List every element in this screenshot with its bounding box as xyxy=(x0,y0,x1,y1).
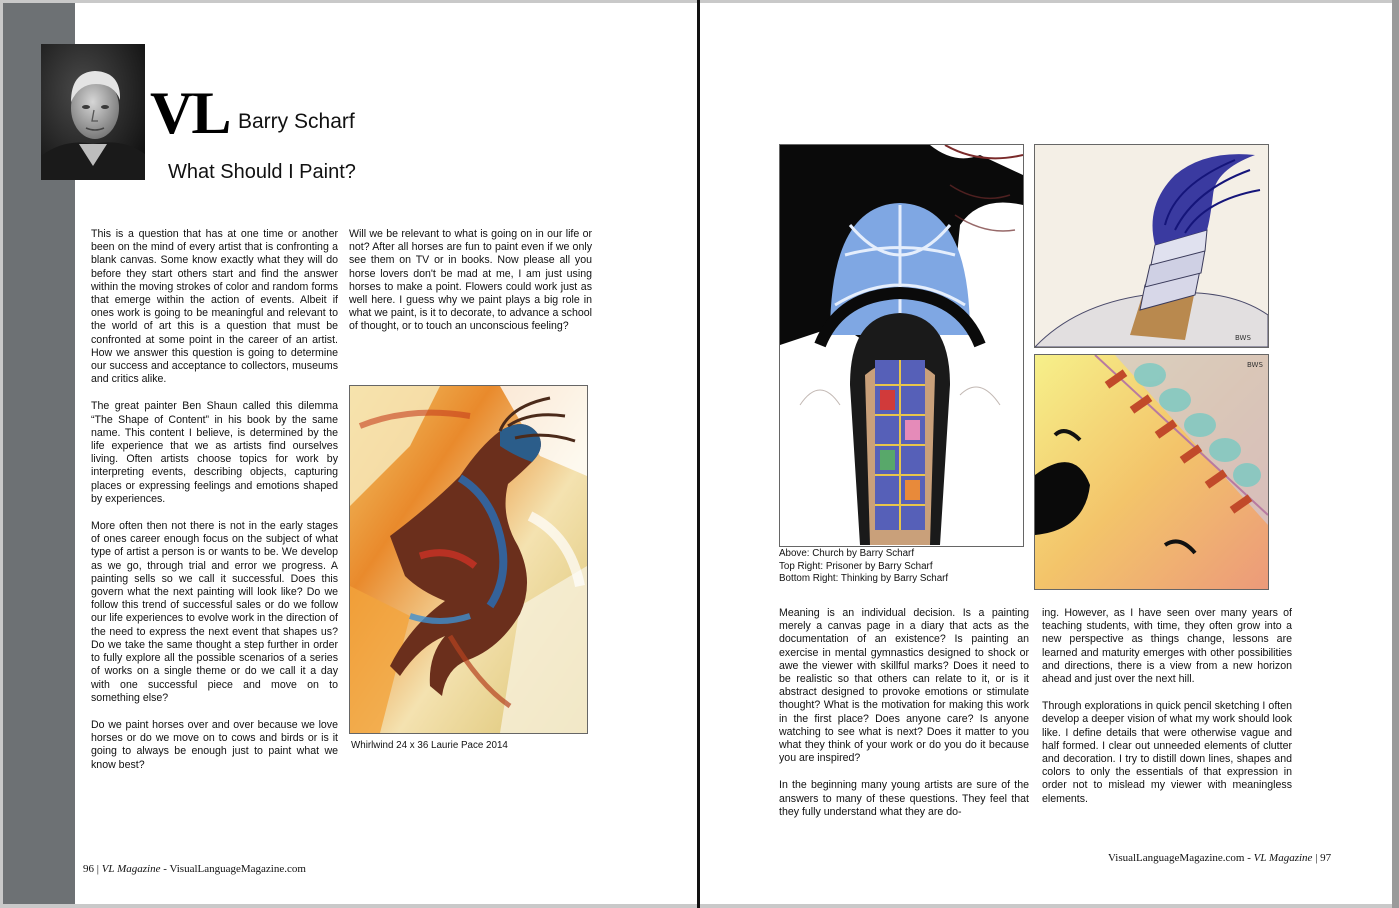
paragraph: This is a question that has at one time or another been on the mind of every artist that is confronting a blank canvas. Some know exactly what they will do before they start others start and find the answer within the moving strokes of color and random forms that emerge within the action of events. Albeit if ones work is going to be meaningful and relevant to the world of art this is a question that must be confronted at some point in the career of an artist. How we answer this question is going to determine our success and acceptance to collectors, museums and critics alike. xyxy=(91,228,338,386)
article-title: What Should I Paint? xyxy=(168,161,356,183)
thinking-artwork xyxy=(1034,354,1269,590)
paragraph: In the beginning many young artists are sure of the answers to many of these questions. They feel that they fully understand what they are do- xyxy=(779,779,1029,818)
magazine-name: VL Magazine xyxy=(1253,852,1313,864)
paragraph: Meaning is an individual decision. Is a painting merely a canvas page in a diary that acts as the documentation of an existence? Is painting an exercise in mental gymnastics designed to shock or awe the viewer with skillful marks? Does it need to be realistic so that others can relate to it, or is it abstract designed to provoke emotions or stimulate thought? What is the motivation for making this work in the first place? Does anyone care? Is anyone watching to see what is next? Does it matter to you what they think of your work or do you do it because you are inspired? xyxy=(779,607,1029,765)
paragraph: Will we be relevant to what is going on in our life or not? After all horses are fun to paint even if we only see them on TV or in books. Now please all you horse lovers don't be mad at me, I am just using horses to make a point. Flowers could work just as well here. I guess why we paint plays a big role in what we paint, is it to decorate, to advance a school of thought, or to touch an unconscious feeling? xyxy=(349,228,592,333)
whirlwind-painting xyxy=(349,385,588,734)
magazine-site: - VisualLanguageMagazine.com xyxy=(160,863,306,875)
folio-right xyxy=(1108,852,1331,864)
magazine-site: VisualLanguageMagazine.com - xyxy=(1108,852,1254,864)
vl-logo: VL xyxy=(150,80,230,146)
right-column-1 xyxy=(779,607,1029,833)
paragraph: The great painter Ben Shaun called this dilemma “The Shape of Content” in his book by the same name. This content I believe, is determined by the life experience that we as artists find ourselves living. Often artists choose topics for work by interpreting events, describing objects, capturing places or expressing feelings and emotions shaped by experiences. xyxy=(91,400,338,505)
left-page xyxy=(3,3,697,904)
page-edge-shadow xyxy=(1392,0,1399,908)
thinking-signature: BWS xyxy=(1247,361,1263,369)
left-column-2 xyxy=(349,228,592,348)
paragraph: ing. However, as I have seen over many years of teaching students, with time, they often grow into a new perspective as things change, lessons are learned and maturity emerges with other possibilities and directions, there is a view from a new horizon ahead and just over the next hill. xyxy=(1042,607,1292,686)
right-page xyxy=(700,3,1392,904)
artwork-captions xyxy=(779,548,948,586)
painting-caption: Whirlwind 24 x 36 Laurie Pace 2014 xyxy=(351,740,508,751)
prisoner-signature: BWS xyxy=(1235,334,1251,342)
folio-left xyxy=(83,863,306,875)
right-column-2 xyxy=(1042,607,1292,820)
prisoner-artwork xyxy=(1034,144,1269,348)
page-number: 96 | xyxy=(83,863,99,875)
caption-prisoner: Top Right: Prisoner by Barry Scharf xyxy=(779,560,933,572)
page-number: | 97 xyxy=(1312,852,1332,864)
paragraph: Through explorations in quick pencil sketching I often develop a deeper vision of what my work should look like. I define details that were otherwise vague and half formed. I clear out unneeded elements of clutter and decoration. I try to distill down lines, shapes and colors to only the essentials of that expression in order not to mislead my viewer with meaningless elements. xyxy=(1042,700,1292,805)
church-artwork xyxy=(779,144,1024,547)
magazine-name: VL Magazine xyxy=(101,863,161,875)
paragraph: More often then not there is not in the early stages of ones career enough focus on the subject of what type of artist a person is or wants to be. We develop as we go, through trial and error we progress. A painting sells so we call it successful. Does this govern what the next painting will look like? Do we follow this trend of successful sales or do we follow our life experiences to evolve work in the direction of the need to express the next event that shapes us? Do we take the same thought a step further in order to fully explore all the possible scenarios of a series of works on a single theme or do we call it a day with one successful piece and move on to something else? xyxy=(91,520,338,704)
paragraph: Do we paint horses over and over because we love horses or do we move on to cows and birds or is it going to always be enough just to paint what we know best? xyxy=(91,718,338,771)
caption-thinking: Bottom Right: Thinking by Barry Scharf xyxy=(779,573,949,585)
author-name: Barry Scharf xyxy=(238,110,355,133)
author-photo xyxy=(41,44,145,180)
left-column-1 xyxy=(91,228,338,786)
caption-church: Above: Church by Barry Scharf xyxy=(779,548,915,559)
